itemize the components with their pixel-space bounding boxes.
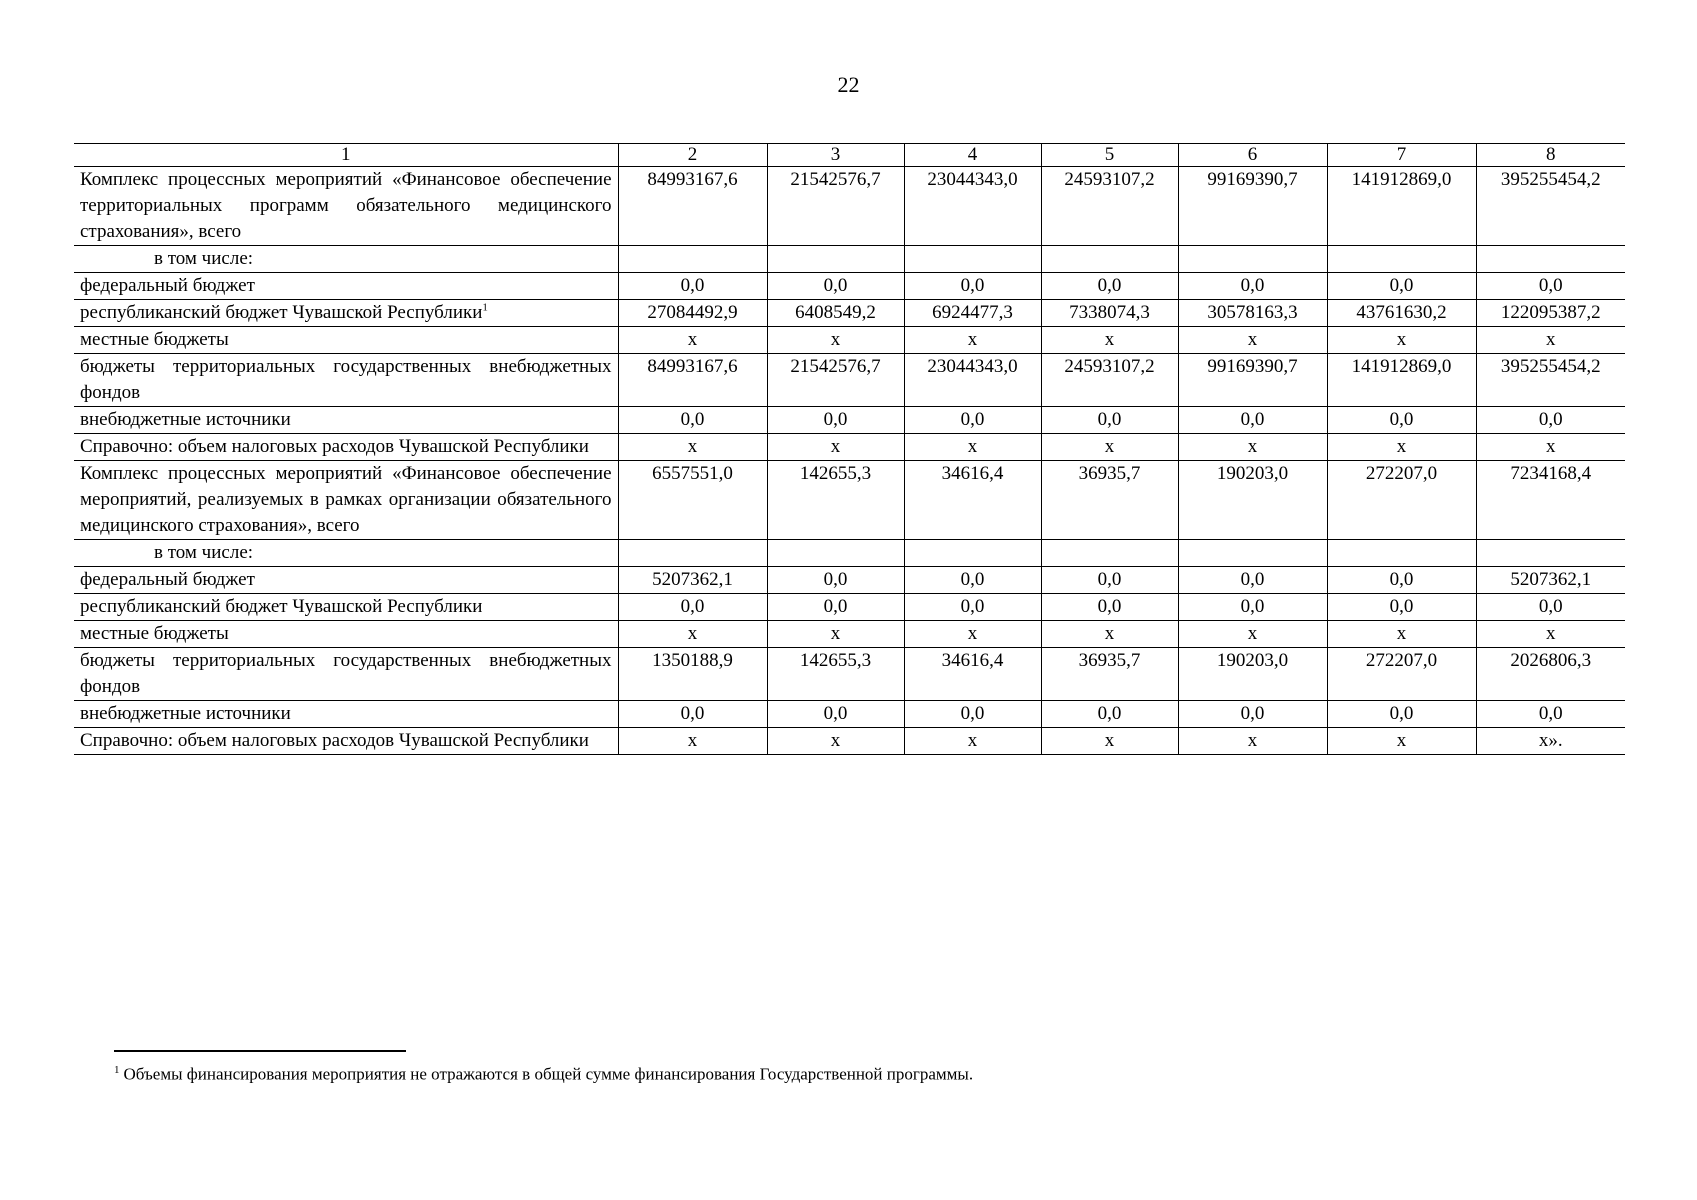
value-cell: 23044343,0 xyxy=(904,167,1041,246)
value-cell: 43761630,2 xyxy=(1327,300,1476,327)
value-cell xyxy=(904,540,1041,567)
value-cell: 0,0 xyxy=(1178,567,1327,594)
value-cell: х xyxy=(1178,327,1327,354)
value-cell: 36935,7 xyxy=(1041,648,1178,701)
value-cell: 0,0 xyxy=(1327,701,1476,728)
row-label-cell xyxy=(74,567,618,594)
value-cell: х xyxy=(1178,621,1327,648)
value-cell: 84993167,6 xyxy=(618,167,767,246)
row-label-cell xyxy=(74,167,618,246)
footnote xyxy=(114,1064,973,1085)
row-label: в том числе: xyxy=(154,542,254,563)
value-cell xyxy=(767,246,904,273)
value-cell: х xyxy=(1041,621,1178,648)
value-cell: х xyxy=(1327,434,1476,461)
value-cell: х xyxy=(618,327,767,354)
row-label-cell xyxy=(74,540,618,567)
value-cell: 0,0 xyxy=(1041,407,1178,434)
row-label: Комплекс процессных мероприятий «Финансовое обеспечение мероприятий, реализуемых в рамках организации обязательного медицинского страхования», всего xyxy=(80,463,612,536)
value-cell: х xyxy=(1041,327,1178,354)
value-cell: 6557551,0 xyxy=(618,461,767,540)
row-label: внебюджетные источники xyxy=(80,409,291,430)
row-label: республиканский бюджет Чувашской Республики xyxy=(80,596,483,617)
value-cell: 6408549,2 xyxy=(767,300,904,327)
value-cell: 0,0 xyxy=(1041,567,1178,594)
column-header: 7 xyxy=(1327,144,1476,167)
value-cell: 0,0 xyxy=(618,273,767,300)
value-cell: 99169390,7 xyxy=(1178,167,1327,246)
value-cell xyxy=(1327,246,1476,273)
value-cell xyxy=(1178,540,1327,567)
value-cell: 24593107,2 xyxy=(1041,354,1178,407)
page-number: 22 xyxy=(837,72,860,97)
row-label: бюджеты территориальных государственных внебюджетных фондов xyxy=(80,650,612,697)
value-cell: 0,0 xyxy=(1041,594,1178,621)
value-cell: х xyxy=(904,728,1041,755)
value-cell: х xyxy=(618,434,767,461)
value-cell: 99169390,7 xyxy=(1178,354,1327,407)
table-row xyxy=(74,246,1625,273)
value-cell: х xyxy=(767,728,904,755)
row-label: внебюджетные источники xyxy=(80,703,291,724)
row-label: Справочно: объем налоговых расходов Чувашской Республики xyxy=(80,436,589,457)
row-label-cell xyxy=(74,300,618,327)
column-header: 1 xyxy=(74,144,618,167)
table-row xyxy=(74,300,1625,327)
value-cell: 5207362,1 xyxy=(1476,567,1625,594)
value-cell: 122095387,2 xyxy=(1476,300,1625,327)
footnote-text: Объемы финансирования мероприятия не отражаются в общей сумме финансирования Государственной программы. xyxy=(123,1064,974,1084)
value-cell: 0,0 xyxy=(1178,273,1327,300)
row-label: местные бюджеты xyxy=(80,623,229,644)
row-label-cell xyxy=(74,701,618,728)
value-cell: 0,0 xyxy=(1327,273,1476,300)
value-cell: 0,0 xyxy=(767,273,904,300)
value-cell: х xyxy=(1327,621,1476,648)
table-row xyxy=(74,461,1625,540)
value-cell: х xyxy=(1327,728,1476,755)
row-label: Справочно: объем налоговых расходов Чувашской Республики xyxy=(80,730,589,751)
value-cell: 0,0 xyxy=(1476,273,1625,300)
row-label-cell xyxy=(74,728,618,755)
value-cell: 0,0 xyxy=(1178,701,1327,728)
value-cell xyxy=(1041,246,1178,273)
table-row xyxy=(74,167,1625,246)
value-cell: 395255454,2 xyxy=(1476,167,1625,246)
value-cell: 395255454,2 xyxy=(1476,354,1625,407)
value-cell xyxy=(618,540,767,567)
value-cell: 34616,4 xyxy=(904,648,1041,701)
value-cell: 21542576,7 xyxy=(767,167,904,246)
table-row xyxy=(74,648,1625,701)
value-cell: 1350188,9 xyxy=(618,648,767,701)
row-label: местные бюджеты xyxy=(80,329,229,350)
value-cell: 0,0 xyxy=(1178,407,1327,434)
footnote-separator xyxy=(114,1050,406,1052)
table-row xyxy=(74,354,1625,407)
value-cell: х xyxy=(904,327,1041,354)
value-cell xyxy=(904,246,1041,273)
value-cell: 142655,3 xyxy=(767,648,904,701)
row-label: Комплекс процессных мероприятий «Финансовое обеспечение территориальных программ обязательного медицинского страхования», всего xyxy=(80,169,612,242)
value-cell: 0,0 xyxy=(904,701,1041,728)
value-cell: 0,0 xyxy=(767,701,904,728)
value-cell: х xyxy=(1178,434,1327,461)
value-cell: х xyxy=(1178,728,1327,755)
value-cell: 23044343,0 xyxy=(904,354,1041,407)
footnote-mark: 1 xyxy=(114,1064,120,1076)
value-cell: х xyxy=(618,728,767,755)
row-label: федеральный бюджет xyxy=(80,569,255,590)
row-label: в том числе: xyxy=(154,248,254,269)
value-cell: 30578163,3 xyxy=(1178,300,1327,327)
column-header: 8 xyxy=(1476,144,1625,167)
value-cell: 0,0 xyxy=(618,407,767,434)
value-cell: 24593107,2 xyxy=(1041,167,1178,246)
value-cell: х xyxy=(904,621,1041,648)
value-cell: 21542576,7 xyxy=(767,354,904,407)
table-row xyxy=(74,567,1625,594)
table-row xyxy=(74,621,1625,648)
row-label-cell xyxy=(74,407,618,434)
value-cell: 2026806,3 xyxy=(1476,648,1625,701)
table-header-row xyxy=(74,144,1625,167)
value-cell xyxy=(1327,540,1476,567)
table-row xyxy=(74,327,1625,354)
value-cell: 272207,0 xyxy=(1327,648,1476,701)
value-cell: 0,0 xyxy=(767,407,904,434)
value-cell: 0,0 xyxy=(904,594,1041,621)
value-cell: 141912869,0 xyxy=(1327,167,1476,246)
table-row xyxy=(74,701,1625,728)
column-header: 4 xyxy=(904,144,1041,167)
value-cell: 190203,0 xyxy=(1178,648,1327,701)
row-label-cell xyxy=(74,621,618,648)
value-cell: 0,0 xyxy=(1476,701,1625,728)
table-row xyxy=(74,594,1625,621)
value-cell: 0,0 xyxy=(1327,567,1476,594)
column-header: 5 xyxy=(1041,144,1178,167)
table-row xyxy=(74,728,1625,755)
row-label-cell xyxy=(74,327,618,354)
value-cell: 0,0 xyxy=(618,701,767,728)
value-cell: 7234168,4 xyxy=(1476,461,1625,540)
value-cell: 0,0 xyxy=(1178,594,1327,621)
row-label-cell xyxy=(74,434,618,461)
value-cell: 27084492,9 xyxy=(618,300,767,327)
footnote-reference: 1 xyxy=(482,301,488,314)
table-row xyxy=(74,434,1625,461)
value-cell: 0,0 xyxy=(618,594,767,621)
value-cell: 0,0 xyxy=(904,407,1041,434)
value-cell: х xyxy=(1476,621,1625,648)
column-header: 3 xyxy=(767,144,904,167)
column-header: 2 xyxy=(618,144,767,167)
value-cell: х xyxy=(1041,434,1178,461)
value-cell: 0,0 xyxy=(904,567,1041,594)
value-cell: 6924477,3 xyxy=(904,300,1041,327)
row-label-cell xyxy=(74,273,618,300)
value-cell: 142655,3 xyxy=(767,461,904,540)
value-cell: 141912869,0 xyxy=(1327,354,1476,407)
value-cell: 0,0 xyxy=(767,567,904,594)
value-cell: х xyxy=(1476,434,1625,461)
value-cell: 0,0 xyxy=(1041,701,1178,728)
value-cell: х xyxy=(767,434,904,461)
value-cell: 34616,4 xyxy=(904,461,1041,540)
value-cell: 0,0 xyxy=(767,594,904,621)
value-cell: х». xyxy=(1476,728,1625,755)
table-row xyxy=(74,407,1625,434)
value-cell xyxy=(1476,540,1625,567)
value-cell: 7338074,3 xyxy=(1041,300,1178,327)
table-row xyxy=(74,273,1625,300)
value-cell xyxy=(618,246,767,273)
value-cell: 0,0 xyxy=(1041,273,1178,300)
value-cell: 0,0 xyxy=(1327,594,1476,621)
value-cell: х xyxy=(767,327,904,354)
value-cell: х xyxy=(1041,728,1178,755)
value-cell: 0,0 xyxy=(1327,407,1476,434)
table-row xyxy=(74,540,1625,567)
value-cell: 0,0 xyxy=(1476,407,1625,434)
row-label-cell xyxy=(74,461,618,540)
value-cell: 5207362,1 xyxy=(618,567,767,594)
value-cell: 0,0 xyxy=(904,273,1041,300)
row-label-cell xyxy=(74,594,618,621)
row-label: федеральный бюджет xyxy=(80,275,255,296)
value-cell xyxy=(1476,246,1625,273)
value-cell: х xyxy=(767,621,904,648)
table-body xyxy=(74,144,1625,755)
budget-table xyxy=(74,143,1625,755)
value-cell: х xyxy=(618,621,767,648)
value-cell: х xyxy=(904,434,1041,461)
column-header: 6 xyxy=(1178,144,1327,167)
value-cell: 0,0 xyxy=(1476,594,1625,621)
row-label-cell xyxy=(74,648,618,701)
row-label: бюджеты территориальных государственных внебюджетных фондов xyxy=(80,356,612,403)
value-cell: 272207,0 xyxy=(1327,461,1476,540)
row-label-cell xyxy=(74,354,618,407)
value-cell: х xyxy=(1327,327,1476,354)
value-cell: х xyxy=(1476,327,1625,354)
value-cell: 36935,7 xyxy=(1041,461,1178,540)
value-cell xyxy=(1041,540,1178,567)
row-label: республиканский бюджет Чувашской Республики xyxy=(80,302,483,323)
value-cell xyxy=(1178,246,1327,273)
value-cell: 190203,0 xyxy=(1178,461,1327,540)
value-cell: 84993167,6 xyxy=(618,354,767,407)
row-label-cell xyxy=(74,246,618,273)
value-cell xyxy=(767,540,904,567)
